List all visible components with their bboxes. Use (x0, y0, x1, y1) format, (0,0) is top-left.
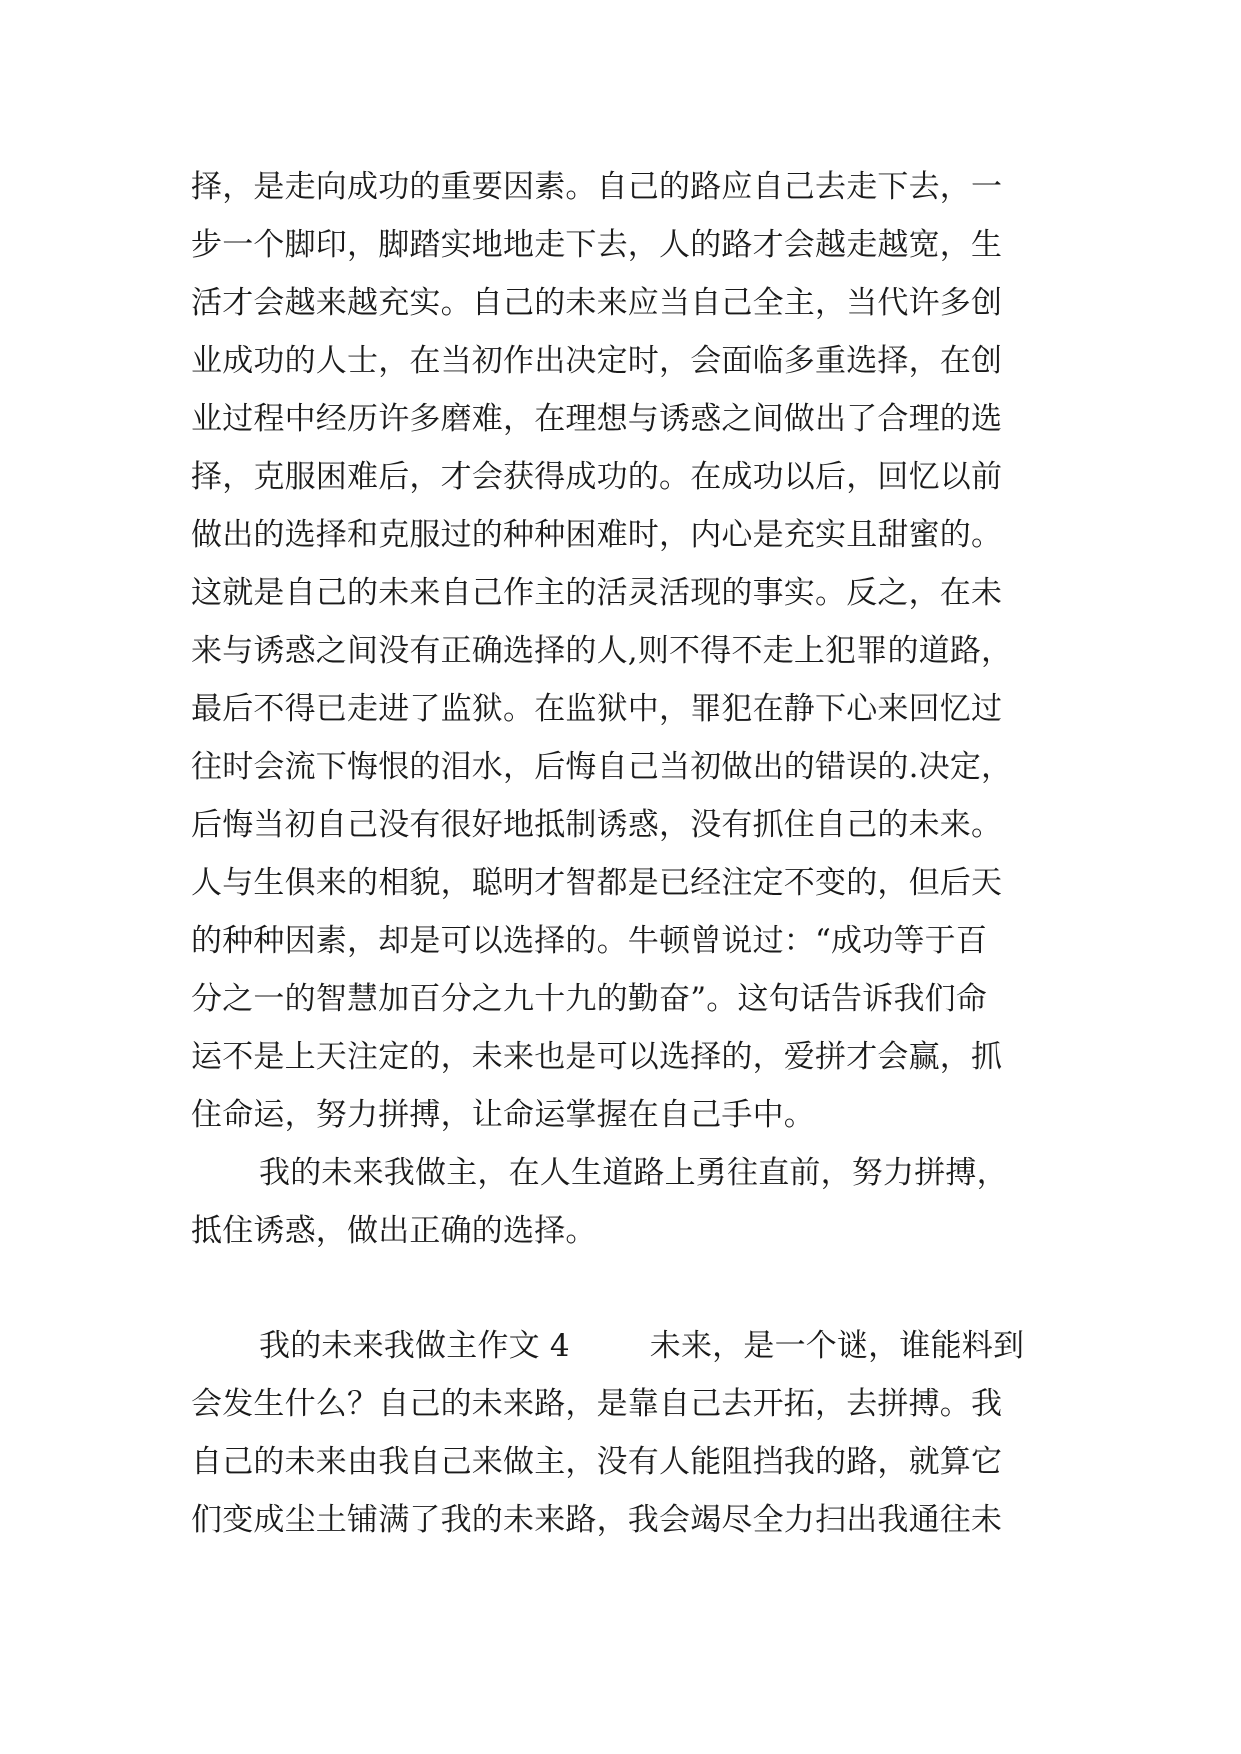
paragraph-line: 抵住诱惑，做出正确的选择。 (191, 1213, 597, 1249)
text-line: 运不是上天注定的，未来也是可以选择的，爱拼才会赢，抓 (191, 1039, 1003, 1075)
text-line: 步一个脚印，脚踏实地地走下去，人的路才会越走越宽，生 (191, 227, 1003, 263)
text-line: 分之一的智慧加百分之九十九的勤奋”。这句话告诉我们命 (191, 981, 988, 1017)
text-line: 住命运，努力拼搏，让命运掌握在自己手中。 (191, 1097, 815, 1133)
essay-title: 我的未来我做主作文 4 (259, 1328, 570, 1364)
essay-first-line: 未来，是一个谜，谁能料到 (649, 1328, 1025, 1364)
text-line: 会发生什么？自己的未来路，是靠自己去开拓，去拼搏。我 (191, 1386, 1003, 1422)
text-line: 这就是自己的未来自己作主的活灵活现的事实。反之，在未 (191, 575, 1003, 611)
text-line: 往时会流下悔恨的泪水，后悔自己当初做出的错误的.决定， (191, 749, 1013, 785)
text-line: 业成功的人士，在当初作出决定时，会面临多重选择，在创 (191, 343, 1003, 379)
text-line: 择，克服困难后，才会获得成功的。在成功以后，回忆以前 (191, 459, 1003, 495)
text-line: 人与生俱来的相貌，聪明才智都是已经注定不变的，但后天 (191, 865, 1003, 901)
text-line: 最后不得已走进了监狱。在监狱中，罪犯在静下心来回忆过 (191, 691, 1003, 727)
text-line: 活才会越来越充实。自己的未来应当自己全主，当代许多创 (191, 285, 1003, 321)
text-line: 择，是走向成功的重要因素。自己的路应自己去走下去，一 (191, 169, 1003, 205)
text-line: 们变成尘土铺满了我的未来路，我会竭尽全力扫出我通往未 (191, 1502, 1003, 1538)
text-line: 做出的选择和克服过的种种困难时，内心是充实且甜蜜的。 (191, 517, 1003, 553)
essay-heading-line (259, 1326, 1024, 1366)
text-line: 来与诱惑之间没有正确选择的人,则不得不走上犯罪的道路， (191, 633, 1013, 669)
paragraph-line: 我的未来我做主，在人生道路上勇往直前，努力拼搏， (259, 1155, 1008, 1191)
text-line: 自己的未来由我自己来做主，没有人能阻挡我的路，就算它 (191, 1444, 1003, 1480)
text-line: 的种种因素，却是可以选择的。牛顿曾说过：“成功等于百 (191, 923, 988, 959)
text-line: 后悔当初自己没有很好地抵制诱惑，没有抓住自己的未来。 (191, 807, 1003, 843)
text-line: 业过程中经历许多磨难，在理想与诱惑之间做出了合理的选 (191, 401, 1003, 437)
